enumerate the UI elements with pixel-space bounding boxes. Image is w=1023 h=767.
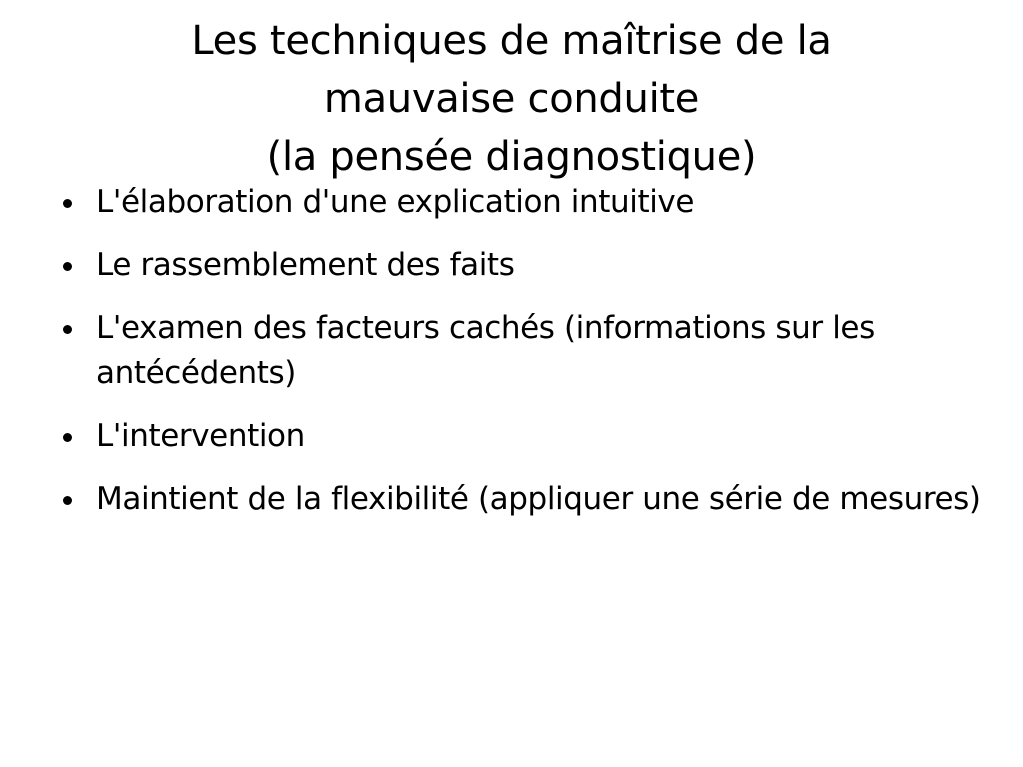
bullet-text: Maintient de la flexibilité (appliquer une série de mesures) [96,481,981,517]
bullet-item [60,180,990,225]
bullet-dot-icon [63,496,72,505]
bullet-dot-icon [63,325,72,334]
bullet-list [60,180,990,540]
bullet-dot-icon [63,262,72,271]
title-line-1: Les techniques de maîtrise de la [191,18,832,64]
bullet-text: L'intervention [96,418,305,454]
bullet-text: L'examen des facteurs cachés (informations sur les antécédents) [96,310,875,391]
bullet-text: L'élaboration d'une explication intuitive [96,184,695,220]
bullet-dot-icon [63,199,72,208]
slide-title [60,12,963,186]
title-line-2: mauvaise conduite [323,76,700,122]
title-line-3: (la pensée diagnostique) [266,134,757,180]
bullet-text: Le rassemblement des faits [96,247,515,283]
bullet-item [60,306,990,396]
bullet-item [60,477,990,522]
bullet-item [60,243,990,288]
bullet-item [60,414,990,459]
bullet-dot-icon [63,433,72,442]
